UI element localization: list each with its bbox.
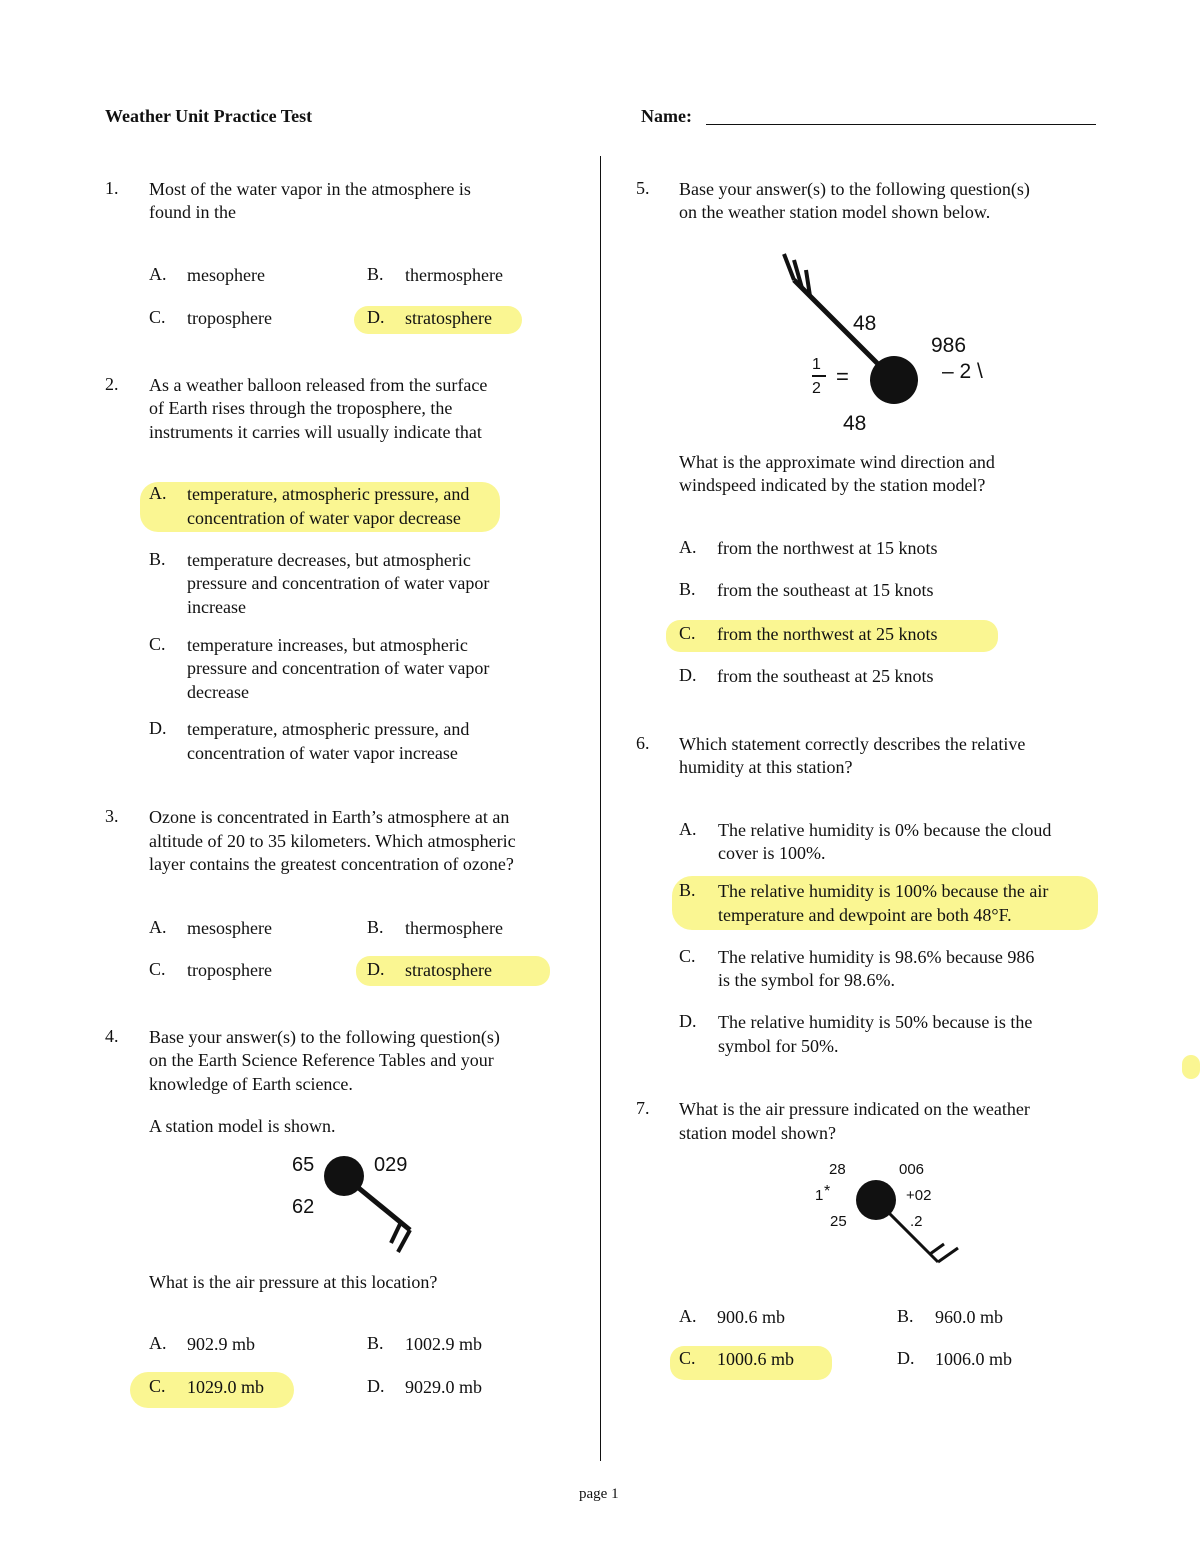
option-letter[interactable]: B. [367, 1333, 384, 1353]
question-text: station model shown? [679, 1123, 836, 1143]
question-text: windspeed indicated by the station model? [679, 475, 986, 495]
page-number: page 1 [579, 1486, 619, 1502]
option-letter[interactable]: D. [149, 718, 167, 738]
option-text[interactable]: thermosphere [405, 918, 503, 938]
question-number: 6. [636, 733, 650, 753]
model-weather-fog-symbol: = [836, 364, 849, 389]
option-text[interactable]: 9029.0 mb [405, 1377, 483, 1397]
model-pressure: 986 [931, 334, 967, 357]
model-visibility-denominator: 2 [812, 380, 821, 397]
option-text[interactable]: temperature, atmospheric pressure, and [187, 719, 470, 739]
station-circle [856, 1180, 896, 1220]
question-text: As a weather balloon released from the surface [149, 375, 488, 395]
option-text[interactable]: from the northwest at 15 knots [717, 538, 938, 558]
question-text: on the weather station model shown below. [679, 202, 991, 222]
option-letter[interactable]: C. [679, 623, 696, 643]
question-text: Base your answer(s) to the following question(s) [679, 179, 1030, 199]
option-text[interactable]: stratosphere [405, 960, 492, 980]
model-pressure-tendency: – 2 \ [942, 360, 983, 383]
wind-barb [784, 254, 794, 280]
question-text: on the Earth Science Reference Tables and your [149, 1050, 494, 1070]
option-text[interactable]: pressure and concentration of water vapor [187, 573, 490, 593]
option-text[interactable]: stratosphere [405, 308, 492, 328]
question-number: 5. [636, 178, 650, 198]
option-text[interactable]: The relative humidity is 50% because is the [718, 1012, 1033, 1032]
option-text[interactable]: from the northwest at 25 knots [717, 624, 938, 644]
question-text: What is the approximate wind direction and [679, 452, 995, 472]
model-temperature: 65 [292, 1154, 315, 1176]
model-pressure: 006 [899, 1161, 925, 1178]
option-text[interactable]: temperature, atmospheric pressure, and [187, 484, 470, 504]
option-text[interactable]: concentration of water vapor decrease [187, 508, 461, 528]
option-text[interactable]: The relative humidity is 0% because the cloud [718, 820, 1052, 840]
option-letter[interactable]: D. [679, 1011, 697, 1031]
question-text: What is the air pressure at this location? [149, 1272, 438, 1292]
option-text[interactable]: mesophere [187, 265, 265, 285]
model-dewpoint: 25 [830, 1213, 847, 1230]
option-letter[interactable]: D. [679, 665, 697, 685]
question-text: layer contains the greatest concentration of ozone? [149, 854, 514, 874]
option-text[interactable]: The relative humidity is 98.6% because 986 [718, 947, 1035, 967]
option-text[interactable]: symbol for 50%. [718, 1036, 839, 1056]
wind-barb [930, 1244, 944, 1254]
option-letter[interactable]: C. [679, 946, 696, 966]
option-text[interactable]: temperature decreases, but atmospheric [187, 550, 471, 570]
option-letter[interactable]: C. [679, 1348, 696, 1368]
option-letter[interactable]: B. [367, 264, 384, 284]
option-text[interactable]: 1000.6 mb [717, 1349, 795, 1369]
option-letter[interactable]: B. [679, 579, 696, 599]
option-text[interactable]: 1006.0 mb [935, 1349, 1013, 1369]
option-text[interactable]: is the symbol for 98.6%. [718, 970, 895, 990]
snow-symbol-icon: * [824, 1183, 831, 1200]
question-text: of Earth rises through the troposphere, the [149, 398, 453, 418]
model-temperature: 48 [853, 312, 877, 335]
option-letter[interactable]: A. [149, 917, 167, 937]
question-number: 2. [105, 374, 119, 394]
model-dewpoint: 48 [843, 412, 867, 435]
option-text[interactable]: The relative humidity is 100% because the air [718, 881, 1049, 901]
option-text[interactable]: from the southeast at 15 knots [717, 580, 934, 600]
option-text[interactable]: temperature and dewpoint are both 48°F. [718, 905, 1012, 925]
option-letter[interactable]: B. [149, 549, 166, 569]
option-letter[interactable]: D. [367, 307, 385, 327]
question-text: knowledge of Earth science. [149, 1074, 353, 1094]
option-text[interactable]: concentration of water vapor increase [187, 743, 458, 763]
option-letter[interactable]: B. [897, 1306, 914, 1326]
question-text: found in the [149, 202, 236, 222]
option-text[interactable]: thermosphere [405, 265, 503, 285]
option-letter[interactable]: C. [149, 634, 166, 654]
model-dewpoint: 62 [292, 1196, 315, 1218]
option-text[interactable]: troposphere [187, 960, 272, 980]
option-letter[interactable]: C. [149, 959, 166, 979]
option-text[interactable]: from the southeast at 25 knots [717, 666, 934, 686]
option-letter[interactable]: D. [367, 1376, 385, 1396]
option-text[interactable]: 900.6 mb [717, 1307, 786, 1327]
question-number: 1. [105, 178, 119, 198]
wind-barb [391, 1222, 401, 1243]
option-letter[interactable]: A. [679, 819, 697, 839]
question-text: Base your answer(s) to the following question(s) [149, 1027, 500, 1047]
option-letter[interactable]: C. [149, 1376, 166, 1396]
question-text: What is the air pressure indicated on the weather [679, 1099, 1030, 1119]
question-text: humidity at this station? [679, 757, 853, 777]
page-title: Weather Unit Practice Test [105, 106, 313, 126]
option-text[interactable]: mesosphere [187, 918, 272, 938]
column-divider [600, 156, 601, 1461]
question-number: 7. [636, 1098, 650, 1118]
question-text: instruments it carries will usually indicate that [149, 422, 482, 442]
question-number: 3. [105, 806, 119, 826]
option-text[interactable]: cover is 100%. [718, 843, 826, 863]
question-text: Which statement correctly describes the relative [679, 734, 1026, 754]
option-text[interactable]: temperature increases, but atmospheric [187, 635, 468, 655]
question-intro: A station model is shown. [149, 1116, 336, 1136]
option-text[interactable]: 1002.9 mb [405, 1334, 483, 1354]
model-pressure-tendency: +02 [906, 1187, 932, 1204]
name-line[interactable] [706, 124, 1096, 125]
model-visibility: 1 [815, 1187, 824, 1204]
option-letter[interactable]: A. [149, 483, 167, 503]
model-pressure: 029 [374, 1154, 408, 1176]
question-text: altitude of 20 to 35 kilometers. Which atmospheric [149, 831, 516, 851]
option-text[interactable]: 902.9 mb [187, 1334, 256, 1354]
option-letter[interactable]: B. [679, 880, 696, 900]
name-label: Name: [641, 106, 692, 126]
question-text: Most of the water vapor in the atmosphere is [149, 179, 471, 199]
option-letter[interactable]: A. [149, 1333, 167, 1353]
option-text[interactable]: 1029.0 mb [187, 1377, 265, 1397]
option-text[interactable]: increase [187, 597, 246, 617]
option-text[interactable]: 960.0 mb [935, 1307, 1004, 1327]
option-letter[interactable]: C. [149, 307, 166, 327]
option-text[interactable]: pressure and concentration of water vapor [187, 658, 490, 678]
question-number: 4. [105, 1026, 119, 1046]
question-text: Ozone is concentrated in Earth’s atmosphere at an [149, 807, 510, 827]
highlight-margin-mark [1182, 1055, 1200, 1079]
option-letter[interactable]: D. [367, 959, 385, 979]
option-text[interactable]: troposphere [187, 308, 272, 328]
option-letter[interactable]: D. [897, 1348, 915, 1368]
option-letter[interactable]: A. [149, 264, 167, 284]
wind-barb [938, 1248, 958, 1262]
station-circle [870, 356, 918, 404]
wind-barb [398, 1230, 410, 1252]
model-visibility-numerator: 1 [812, 356, 821, 373]
station-circle [324, 1156, 364, 1196]
option-letter[interactable]: A. [679, 537, 697, 557]
model-temperature: 28 [829, 1161, 846, 1178]
model-precipitation: .2 [910, 1213, 923, 1230]
option-text[interactable]: decrease [187, 682, 249, 702]
station-model-q5 [770, 240, 930, 410]
option-letter[interactable]: A. [679, 1306, 697, 1326]
option-letter[interactable]: B. [367, 917, 384, 937]
